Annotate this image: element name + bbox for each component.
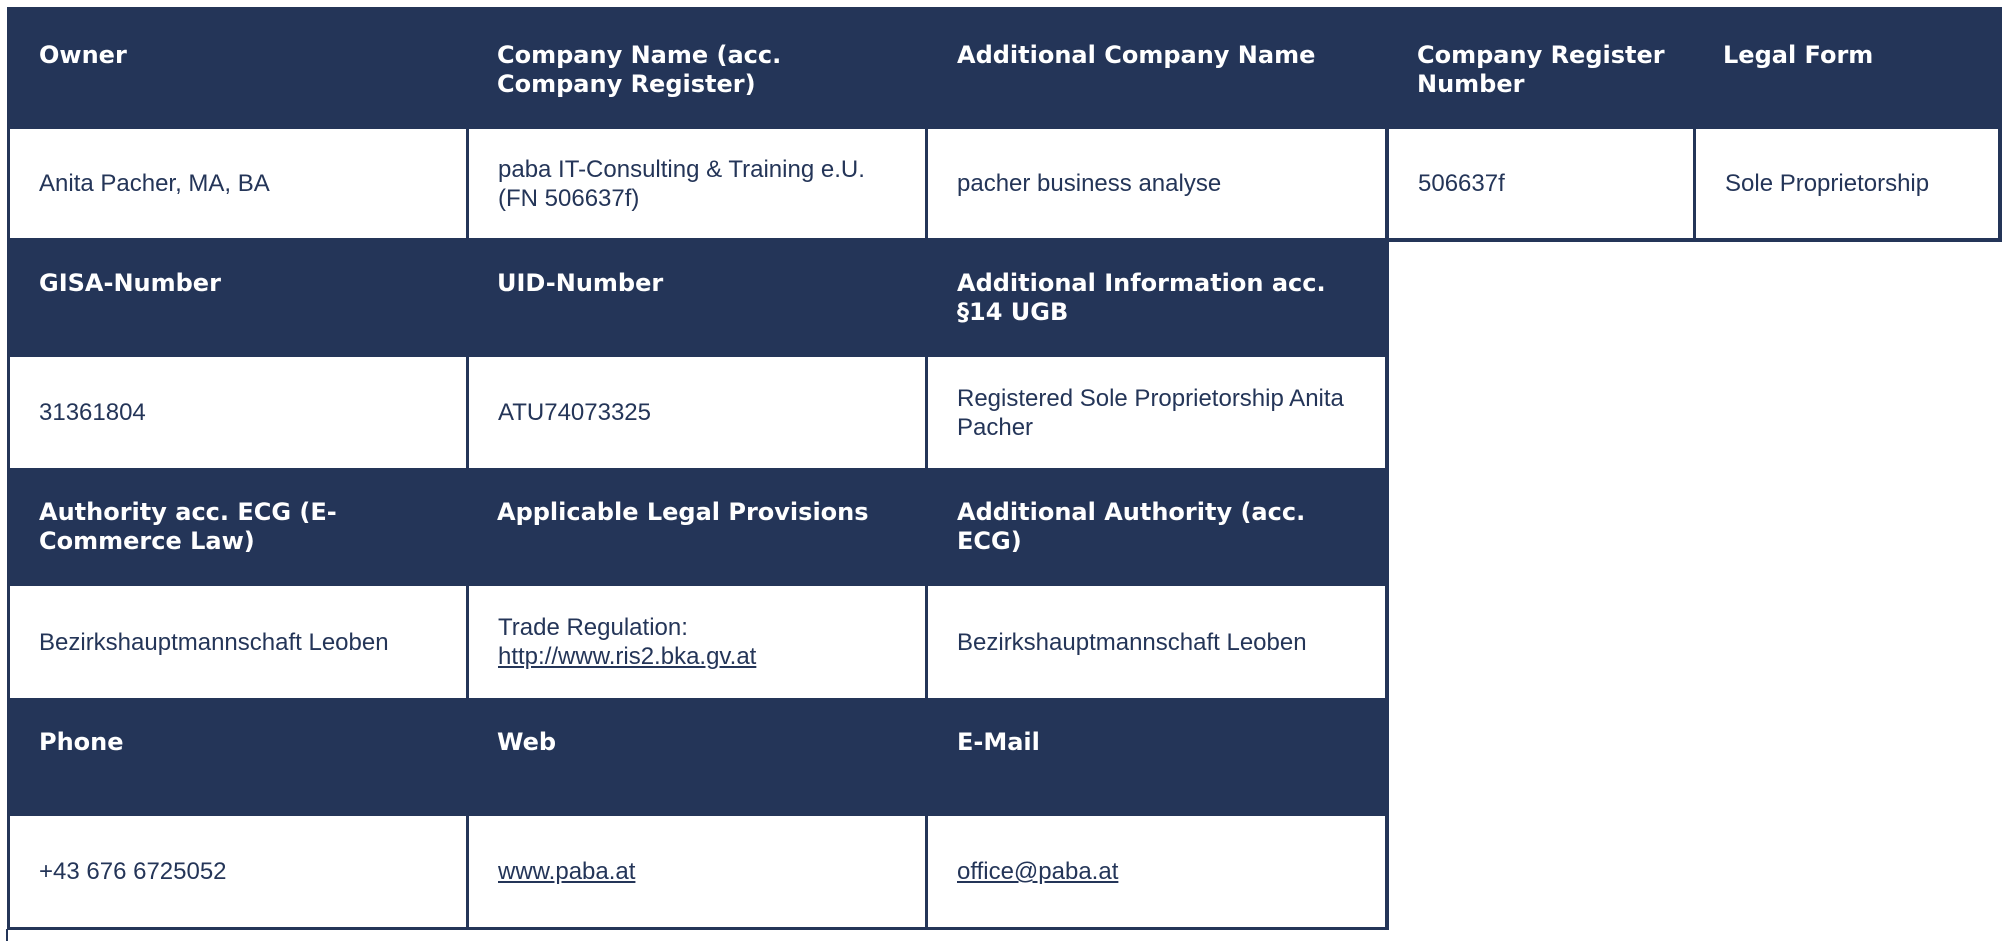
cell-additional-information	[928, 357, 1385, 468]
cell-additional-company-name	[928, 129, 1385, 238]
phone-value: +43 676 6725052	[39, 858, 227, 885]
cell-additional-authority	[928, 586, 1385, 698]
email-link[interactable]: office@paba.at	[957, 858, 1119, 885]
web-link[interactable]: www.paba.at	[498, 858, 636, 885]
text-cursor	[6, 929, 8, 941]
header-company-register-number: Company Register Number	[1417, 41, 1665, 98]
uid-number-value: ATU74073325	[498, 399, 651, 426]
cell-email	[928, 816, 1385, 927]
cell-authority-ecg	[10, 586, 466, 698]
header-applicable-legal-provisions: Applicable Legal Provisions	[497, 498, 869, 526]
ris-link[interactable]: http://www.ris2.bka.gv.at	[498, 643, 757, 670]
header-additional-company-name: Additional Company Name	[957, 41, 1316, 69]
cell-company-register-number	[1389, 129, 1693, 238]
cell-gisa-number	[10, 357, 466, 468]
company-register-number-value: 506637f	[1418, 170, 1505, 197]
owner-value: Anita Pacher, MA, BA	[39, 170, 270, 197]
header-gisa-number: GISA-Number	[39, 269, 221, 297]
legal-form-value: Sole Proprietorship	[1725, 170, 1930, 197]
legal-provisions-value	[498, 613, 798, 671]
header-uid-number: UID-Number	[497, 269, 664, 297]
header-email: E-Mail	[957, 728, 1040, 756]
header-additional-information: Additional Information acc. §14 UGB	[957, 269, 1326, 326]
cell-uid-number	[469, 357, 925, 468]
cell-web	[469, 816, 925, 927]
cell-applicable-legal-provisions	[469, 586, 925, 698]
header-web: Web	[497, 728, 557, 756]
authority-ecg-value: Bezirkshauptmannschaft Leoben	[39, 628, 389, 656]
cell-company-name	[469, 129, 925, 238]
gisa-number-value: 31361804	[39, 399, 146, 426]
header-authority-ecg: Authority acc. ECG (E-Commerce Law)	[39, 498, 337, 555]
header-company-name: Company Name (acc. Company Register)	[497, 41, 782, 98]
header-phone: Phone	[39, 728, 124, 756]
additional-company-name-value: pacher business analyse	[957, 170, 1222, 197]
cell-phone	[10, 816, 466, 927]
cell-owner	[10, 129, 466, 238]
header-legal-form: Legal Form	[1723, 41, 1874, 69]
company-name-value: paba IT-Consulting & Training e.U. (FN 506637f)	[498, 155, 865, 212]
additional-authority-value: Bezirkshauptmannschaft Leoben	[957, 628, 1307, 656]
header-owner: Owner	[39, 41, 127, 69]
header-additional-authority: Additional Authority (acc. ECG)	[957, 498, 1306, 555]
additional-information-value: Registered Sole Proprietorship Anita Pacher	[957, 384, 1344, 441]
cell-legal-form	[1696, 129, 1998, 238]
legal-provisions-prefix: Trade Regulation:	[498, 614, 688, 641]
